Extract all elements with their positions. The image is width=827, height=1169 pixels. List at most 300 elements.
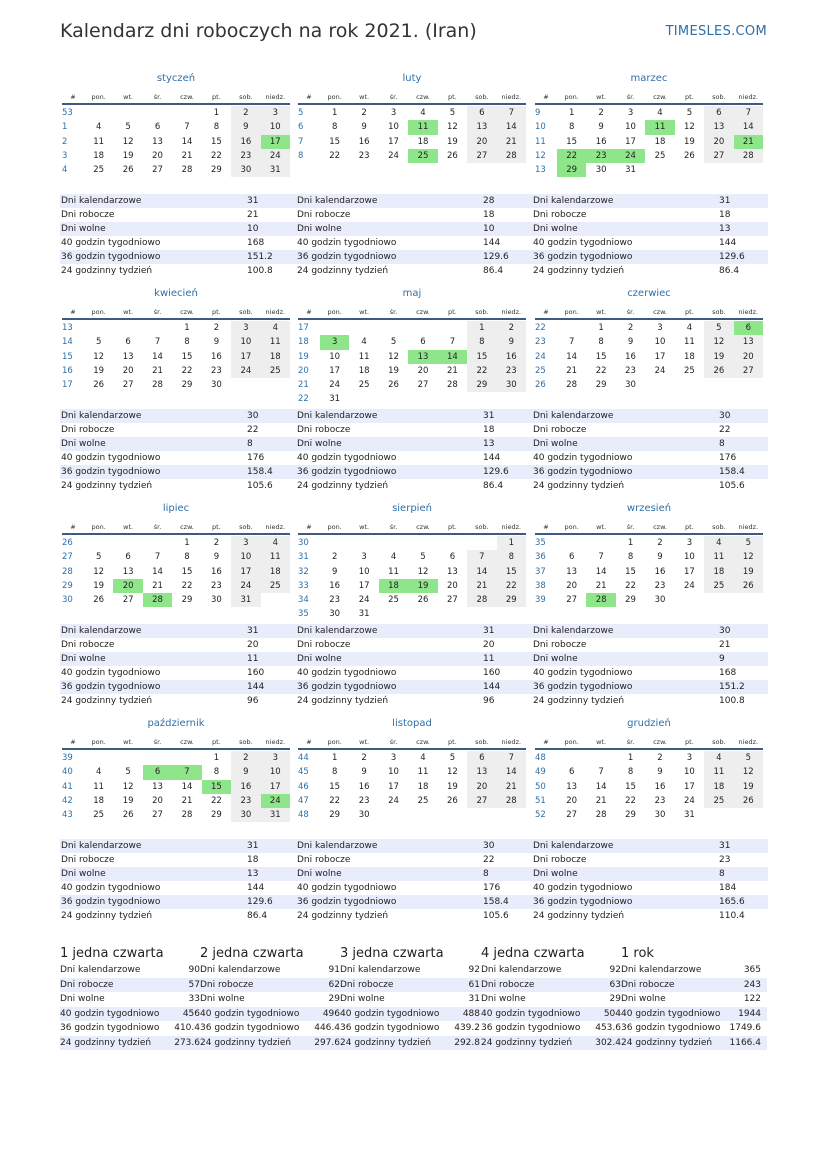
- day-cell[interactable]: 13: [447, 566, 458, 577]
- day-cell[interactable]: 17: [654, 351, 666, 362]
- day-cell[interactable]: 23: [358, 150, 370, 161]
- day-cell[interactable]: 21: [497, 135, 526, 149]
- day-cell[interactable]: 28: [143, 593, 172, 607]
- day-cell[interactable]: 17: [261, 135, 290, 149]
- day-cell[interactable]: 29: [625, 810, 636, 821]
- day-cell[interactable]: 4: [390, 552, 397, 563]
- day-cell[interactable]: 2: [627, 323, 634, 333]
- day-cell[interactable]: 26: [704, 364, 733, 378]
- day-cell[interactable]: 12: [417, 566, 429, 577]
- day-cell[interactable]: 1: [598, 323, 604, 333]
- day-cell[interactable]: 28: [152, 380, 163, 391]
- day-cell[interactable]: 9: [657, 767, 663, 778]
- day-cell[interactable]: 28: [181, 165, 193, 176]
- day-cell[interactable]: 24: [231, 579, 260, 593]
- day-cell[interactable]: 20: [152, 150, 163, 161]
- day-cell[interactable]: 26: [734, 579, 763, 593]
- day-cell[interactable]: 13: [467, 120, 496, 134]
- month-name[interactable]: październik: [147, 718, 205, 729]
- day-cell[interactable]: 9: [657, 552, 663, 563]
- day-cell[interactable]: 11: [704, 765, 733, 779]
- month-name[interactable]: wrzesień: [626, 503, 672, 514]
- day-cell[interactable]: 16: [211, 351, 222, 362]
- day-cell[interactable]: 18: [261, 565, 290, 579]
- day-cell[interactable]: 18: [704, 780, 733, 794]
- day-cell[interactable]: 14: [595, 781, 607, 792]
- day-cell[interactable]: 24: [684, 795, 695, 806]
- day-cell[interactable]: 30: [654, 810, 666, 821]
- day-cell[interactable]: 23: [211, 365, 222, 376]
- day-cell[interactable]: 16: [654, 781, 666, 792]
- day-cell[interactable]: 6: [568, 767, 575, 778]
- day-cell[interactable]: 11: [408, 120, 437, 134]
- day-cell[interactable]: 3: [390, 753, 397, 763]
- day-cell[interactable]: 9: [231, 120, 260, 134]
- day-cell[interactable]: 8: [627, 767, 634, 778]
- day-cell[interactable]: 16: [329, 580, 341, 591]
- day-cell[interactable]: 3: [231, 321, 260, 335]
- day-cell[interactable]: 19: [388, 365, 399, 376]
- day-cell[interactable]: 30: [595, 165, 607, 176]
- day-cell[interactable]: 2: [598, 108, 604, 118]
- day-cell[interactable]: 18: [704, 565, 733, 579]
- day-cell[interactable]: 23: [497, 364, 526, 378]
- day-cell[interactable]: 27: [734, 364, 763, 378]
- day-cell[interactable]: 17: [261, 780, 290, 794]
- day-cell[interactable]: 13: [566, 566, 578, 577]
- day-cell[interactable]: 11: [93, 781, 105, 792]
- day-cell[interactable]: 5: [449, 108, 456, 118]
- day-cell[interactable]: 22: [329, 150, 341, 161]
- day-cell[interactable]: 15: [467, 350, 496, 364]
- day-cell[interactable]: 1: [627, 753, 634, 763]
- day-cell[interactable]: 14: [595, 566, 607, 577]
- day-cell[interactable]: 3: [686, 538, 693, 548]
- day-cell[interactable]: 1: [213, 108, 220, 118]
- day-cell[interactable]: 7: [497, 106, 526, 120]
- day-cell[interactable]: 25: [654, 150, 666, 161]
- day-cell[interactable]: 7: [467, 550, 496, 564]
- day-cell[interactable]: 19: [408, 579, 437, 593]
- day-cell[interactable]: 6: [449, 552, 456, 563]
- day-cell[interactable]: 5: [420, 552, 426, 563]
- day-cell[interactable]: 24: [654, 365, 666, 376]
- day-cell[interactable]: 29: [557, 163, 586, 177]
- day-cell[interactable]: 10: [684, 767, 695, 778]
- day-cell[interactable]: 10: [358, 566, 370, 577]
- day-cell[interactable]: 23: [358, 795, 370, 806]
- day-cell[interactable]: 28: [447, 380, 458, 391]
- day-cell[interactable]: 27: [467, 149, 496, 163]
- month-name[interactable]: marzec: [630, 73, 668, 84]
- day-cell[interactable]: 26: [734, 794, 763, 808]
- day-cell[interactable]: 11: [388, 566, 399, 577]
- day-cell[interactable]: 26: [447, 795, 458, 806]
- day-cell[interactable]: 29: [497, 593, 526, 607]
- day-cell[interactable]: 5: [125, 767, 131, 778]
- day-cell[interactable]: 11: [704, 550, 733, 564]
- day-cell[interactable]: 6: [125, 552, 131, 563]
- day-cell[interactable]: 4: [704, 536, 733, 550]
- day-cell[interactable]: 30: [231, 163, 260, 177]
- day-cell[interactable]: 5: [449, 753, 456, 763]
- day-cell[interactable]: 17: [388, 781, 399, 792]
- day-cell[interactable]: 7: [598, 552, 604, 563]
- day-cell[interactable]: 21: [566, 365, 578, 376]
- day-cell[interactable]: 21: [497, 780, 526, 794]
- day-cell[interactable]: 30: [358, 810, 370, 821]
- day-cell[interactable]: 15: [566, 136, 578, 147]
- day-cell[interactable]: 19: [734, 780, 763, 794]
- day-cell[interactable]: 16: [625, 351, 636, 362]
- day-cell[interactable]: 29: [467, 378, 496, 392]
- day-cell[interactable]: 3: [657, 323, 663, 333]
- day-cell[interactable]: 17: [684, 781, 695, 792]
- day-cell[interactable]: 28: [586, 593, 615, 607]
- day-cell[interactable]: 27: [704, 149, 733, 163]
- day-cell[interactable]: 6: [467, 106, 496, 120]
- day-cell[interactable]: 12: [734, 550, 763, 564]
- day-cell[interactable]: 22: [181, 365, 193, 376]
- day-cell[interactable]: 5: [95, 337, 102, 348]
- day-cell[interactable]: 30: [329, 609, 341, 620]
- day-cell[interactable]: 13: [408, 350, 437, 364]
- day-cell[interactable]: 17: [231, 350, 260, 364]
- day-cell[interactable]: 27: [447, 595, 458, 606]
- day-cell[interactable]: 27: [467, 794, 496, 808]
- day-cell[interactable]: 16: [231, 780, 260, 794]
- day-cell[interactable]: 19: [734, 565, 763, 579]
- day-cell[interactable]: 8: [627, 552, 634, 563]
- day-cell[interactable]: 1: [568, 108, 575, 118]
- day-cell[interactable]: 19: [704, 350, 733, 364]
- day-cell[interactable]: 14: [497, 765, 526, 779]
- day-cell[interactable]: 18: [417, 781, 429, 792]
- day-cell[interactable]: 17: [625, 136, 636, 147]
- day-cell[interactable]: 14: [152, 351, 163, 362]
- day-cell[interactable]: 16: [358, 136, 370, 147]
- day-cell[interactable]: 15: [329, 781, 341, 792]
- day-cell[interactable]: 23: [654, 580, 666, 591]
- day-cell[interactable]: 15: [625, 566, 636, 577]
- day-cell[interactable]: 21: [595, 580, 607, 591]
- day-cell[interactable]: 22: [625, 580, 636, 591]
- day-cell[interactable]: 6: [568, 552, 575, 563]
- day-cell[interactable]: 14: [566, 351, 578, 362]
- day-cell[interactable]: 27: [566, 595, 578, 606]
- day-cell[interactable]: 23: [654, 795, 666, 806]
- day-cell[interactable]: 17: [358, 580, 370, 591]
- day-cell[interactable]: 8: [568, 122, 575, 133]
- day-cell[interactable]: 6: [125, 337, 131, 348]
- day-cell[interactable]: 5: [95, 552, 102, 563]
- day-cell[interactable]: 19: [684, 136, 695, 147]
- day-cell[interactable]: 8: [598, 337, 604, 348]
- day-cell[interactable]: 2: [213, 323, 220, 333]
- day-cell[interactable]: 25: [704, 579, 733, 593]
- day-cell[interactable]: 27: [122, 380, 134, 391]
- day-cell[interactable]: 1: [331, 753, 338, 763]
- day-cell[interactable]: 15: [329, 136, 341, 147]
- day-cell[interactable]: 6: [734, 321, 763, 335]
- day-cell[interactable]: 24: [388, 795, 399, 806]
- day-cell[interactable]: 24: [261, 794, 290, 808]
- day-cell[interactable]: 5: [704, 321, 733, 335]
- day-cell[interactable]: 3: [686, 753, 693, 763]
- day-cell[interactable]: 24: [261, 149, 290, 163]
- day-cell[interactable]: 28: [595, 810, 607, 821]
- day-cell[interactable]: 4: [420, 108, 426, 118]
- day-cell[interactable]: 9: [331, 566, 338, 577]
- month-name[interactable]: maj: [402, 288, 422, 299]
- day-cell[interactable]: 7: [172, 765, 201, 779]
- month-name[interactable]: sierpień: [392, 503, 432, 514]
- day-cell[interactable]: 1: [331, 108, 338, 118]
- day-cell[interactable]: 15: [595, 351, 607, 362]
- month-name[interactable]: grudzień: [627, 718, 671, 729]
- day-cell[interactable]: 20: [467, 135, 496, 149]
- day-cell[interactable]: 13: [704, 120, 733, 134]
- day-cell[interactable]: 17: [388, 136, 399, 147]
- day-cell[interactable]: 22: [211, 795, 222, 806]
- day-cell[interactable]: 29: [211, 810, 222, 821]
- day-cell[interactable]: 25: [261, 364, 290, 378]
- day-cell[interactable]: 24: [231, 364, 260, 378]
- day-cell[interactable]: 25: [684, 365, 695, 376]
- day-cell[interactable]: 12: [388, 351, 399, 362]
- day-cell[interactable]: 23: [329, 595, 341, 606]
- day-cell[interactable]: 17: [684, 566, 695, 577]
- day-cell[interactable]: 4: [361, 337, 367, 348]
- day-cell[interactable]: 22: [557, 149, 586, 163]
- day-cell[interactable]: 7: [598, 767, 604, 778]
- month-name[interactable]: czerwiec: [627, 288, 671, 299]
- day-cell[interactable]: 21: [152, 365, 163, 376]
- day-cell[interactable]: 11: [261, 335, 290, 349]
- day-cell[interactable]: 6: [154, 122, 161, 133]
- day-cell[interactable]: 5: [734, 536, 763, 550]
- day-cell[interactable]: 11: [645, 120, 674, 134]
- day-cell[interactable]: 4: [657, 108, 663, 118]
- day-cell[interactable]: 15: [211, 136, 222, 147]
- day-cell[interactable]: 12: [122, 781, 134, 792]
- day-cell[interactable]: 10: [654, 337, 666, 348]
- day-cell[interactable]: 28: [467, 593, 496, 607]
- day-cell[interactable]: 28: [497, 794, 526, 808]
- day-cell[interactable]: 10: [388, 122, 399, 133]
- day-cell[interactable]: 31: [684, 810, 695, 821]
- day-cell[interactable]: 8: [331, 767, 338, 778]
- day-cell[interactable]: 8: [184, 552, 190, 563]
- day-cell[interactable]: 19: [122, 795, 134, 806]
- day-cell[interactable]: 22: [467, 364, 496, 378]
- day-cell[interactable]: 9: [497, 335, 526, 349]
- day-cell[interactable]: 12: [93, 566, 105, 577]
- day-cell[interactable]: 17: [231, 565, 260, 579]
- day-cell[interactable]: 2: [231, 106, 260, 120]
- day-cell[interactable]: 26: [417, 595, 429, 606]
- day-cell[interactable]: 19: [447, 781, 458, 792]
- day-cell[interactable]: 8: [497, 550, 526, 564]
- day-cell[interactable]: 24: [684, 580, 695, 591]
- day-cell[interactable]: 30: [497, 378, 526, 392]
- day-cell[interactable]: 26: [93, 595, 105, 606]
- day-cell[interactable]: 1: [213, 753, 220, 763]
- day-cell[interactable]: 26: [447, 150, 458, 161]
- day-cell[interactable]: 21: [734, 135, 763, 149]
- day-cell[interactable]: 10: [231, 335, 260, 349]
- day-cell[interactable]: 20: [417, 365, 429, 376]
- day-cell[interactable]: 26: [122, 810, 134, 821]
- day-cell[interactable]: 13: [152, 136, 163, 147]
- day-cell[interactable]: 18: [379, 579, 408, 593]
- month-name[interactable]: styczeń: [156, 73, 196, 84]
- day-cell[interactable]: 4: [261, 321, 290, 335]
- day-cell[interactable]: 19: [447, 136, 458, 147]
- day-cell[interactable]: 9: [598, 122, 604, 133]
- day-cell[interactable]: 14: [181, 136, 193, 147]
- day-cell[interactable]: 2: [657, 538, 663, 548]
- day-cell[interactable]: 15: [497, 565, 526, 579]
- day-cell[interactable]: 26: [122, 165, 134, 176]
- day-cell[interactable]: 29: [181, 380, 193, 391]
- day-cell[interactable]: 15: [202, 780, 231, 794]
- day-cell[interactable]: 12: [704, 335, 733, 349]
- day-cell[interactable]: 14: [734, 120, 763, 134]
- day-cell[interactable]: 5: [686, 108, 693, 118]
- day-cell[interactable]: 31: [358, 609, 370, 620]
- day-cell[interactable]: 11: [93, 136, 105, 147]
- day-cell[interactable]: 25: [358, 380, 370, 391]
- day-cell[interactable]: 1: [627, 538, 634, 548]
- day-cell[interactable]: 8: [331, 122, 338, 133]
- day-cell[interactable]: 11: [358, 351, 370, 362]
- day-cell[interactable]: 6: [143, 765, 172, 779]
- day-cell[interactable]: 16: [211, 566, 222, 577]
- day-cell[interactable]: 25: [417, 795, 429, 806]
- day-cell[interactable]: 4: [686, 323, 693, 333]
- day-cell[interactable]: 21: [181, 150, 193, 161]
- day-cell[interactable]: 24: [329, 380, 341, 391]
- day-cell[interactable]: 13: [152, 781, 163, 792]
- day-cell[interactable]: 9: [231, 765, 260, 779]
- day-cell[interactable]: 18: [93, 150, 105, 161]
- day-cell[interactable]: 22: [329, 795, 341, 806]
- day-cell[interactable]: 30: [211, 595, 222, 606]
- day-cell[interactable]: 8: [184, 337, 190, 348]
- day-cell[interactable]: 23: [211, 580, 222, 591]
- day-cell[interactable]: 30: [211, 380, 222, 391]
- day-cell[interactable]: 6: [704, 106, 733, 120]
- day-cell[interactable]: 1: [497, 536, 526, 550]
- day-cell[interactable]: 20: [704, 135, 733, 149]
- day-cell[interactable]: 9: [361, 122, 367, 133]
- day-cell[interactable]: 9: [213, 337, 220, 348]
- day-cell[interactable]: 30: [654, 595, 666, 606]
- day-cell[interactable]: 28: [497, 149, 526, 163]
- day-cell[interactable]: 24: [388, 150, 399, 161]
- day-cell[interactable]: 23: [231, 794, 260, 808]
- day-cell[interactable]: 4: [704, 751, 733, 765]
- day-cell[interactable]: 22: [595, 365, 607, 376]
- day-cell[interactable]: 15: [181, 566, 193, 577]
- day-cell[interactable]: 5: [390, 337, 397, 348]
- day-cell[interactable]: 2: [361, 108, 367, 118]
- day-cell[interactable]: 27: [152, 165, 163, 176]
- day-cell[interactable]: 25: [93, 810, 105, 821]
- day-cell[interactable]: 18: [93, 795, 105, 806]
- day-cell[interactable]: 23: [625, 365, 636, 376]
- day-cell[interactable]: 3: [390, 108, 397, 118]
- day-cell[interactable]: 14: [497, 120, 526, 134]
- day-cell[interactable]: 1: [467, 321, 496, 335]
- day-cell[interactable]: 23: [586, 149, 615, 163]
- day-cell[interactable]: 7: [568, 337, 575, 348]
- day-cell[interactable]: 20: [113, 579, 142, 593]
- day-cell[interactable]: 28: [566, 380, 578, 391]
- day-cell[interactable]: 2: [331, 552, 338, 563]
- day-cell[interactable]: 16: [654, 566, 666, 577]
- day-cell[interactable]: 2: [497, 321, 526, 335]
- day-cell[interactable]: 2: [361, 753, 367, 763]
- day-cell[interactable]: 10: [388, 767, 399, 778]
- day-cell[interactable]: 28: [181, 810, 193, 821]
- day-cell[interactable]: 10: [329, 351, 341, 362]
- month-name[interactable]: luty: [402, 73, 422, 84]
- day-cell[interactable]: 21: [152, 580, 163, 591]
- day-cell[interactable]: 4: [95, 767, 102, 778]
- day-cell[interactable]: 14: [181, 781, 193, 792]
- day-cell[interactable]: 2: [213, 538, 220, 548]
- day-cell[interactable]: 18: [417, 136, 429, 147]
- day-cell[interactable]: 25: [93, 165, 105, 176]
- day-cell[interactable]: 27: [122, 595, 134, 606]
- day-cell[interactable]: 11: [684, 337, 695, 348]
- day-cell[interactable]: 10: [261, 120, 290, 134]
- day-cell[interactable]: 14: [438, 350, 467, 364]
- day-cell[interactable]: 7: [449, 337, 456, 348]
- day-cell[interactable]: 20: [566, 580, 578, 591]
- day-cell[interactable]: 7: [184, 122, 190, 133]
- day-cell[interactable]: 29: [595, 380, 607, 391]
- day-cell[interactable]: 4: [261, 536, 290, 550]
- day-cell[interactable]: 27: [417, 380, 429, 391]
- month-name[interactable]: listopad: [392, 718, 432, 729]
- day-cell[interactable]: 14: [467, 565, 496, 579]
- day-cell[interactable]: 20: [566, 795, 578, 806]
- day-cell[interactable]: 26: [93, 380, 105, 391]
- day-cell[interactable]: 26: [388, 380, 399, 391]
- day-cell[interactable]: 29: [625, 595, 636, 606]
- day-cell[interactable]: 3: [261, 751, 290, 765]
- day-cell[interactable]: 10: [625, 122, 636, 133]
- day-cell[interactable]: 10: [684, 552, 695, 563]
- day-cell[interactable]: 31: [261, 808, 290, 822]
- day-cell[interactable]: 14: [152, 566, 163, 577]
- day-cell[interactable]: 13: [122, 351, 134, 362]
- day-cell[interactable]: 18: [261, 350, 290, 364]
- day-cell[interactable]: 6: [467, 751, 496, 765]
- brand-logo[interactable]: TIMESLES.COM: [665, 24, 767, 39]
- day-cell[interactable]: 12: [447, 122, 458, 133]
- day-cell[interactable]: 25: [261, 579, 290, 593]
- day-cell[interactable]: 21: [181, 795, 193, 806]
- day-cell[interactable]: 12: [447, 767, 458, 778]
- month-name[interactable]: lipiec: [162, 503, 190, 514]
- month-name[interactable]: kwiecień: [154, 288, 198, 299]
- day-cell[interactable]: 24: [358, 595, 370, 606]
- day-cell[interactable]: 13: [122, 566, 134, 577]
